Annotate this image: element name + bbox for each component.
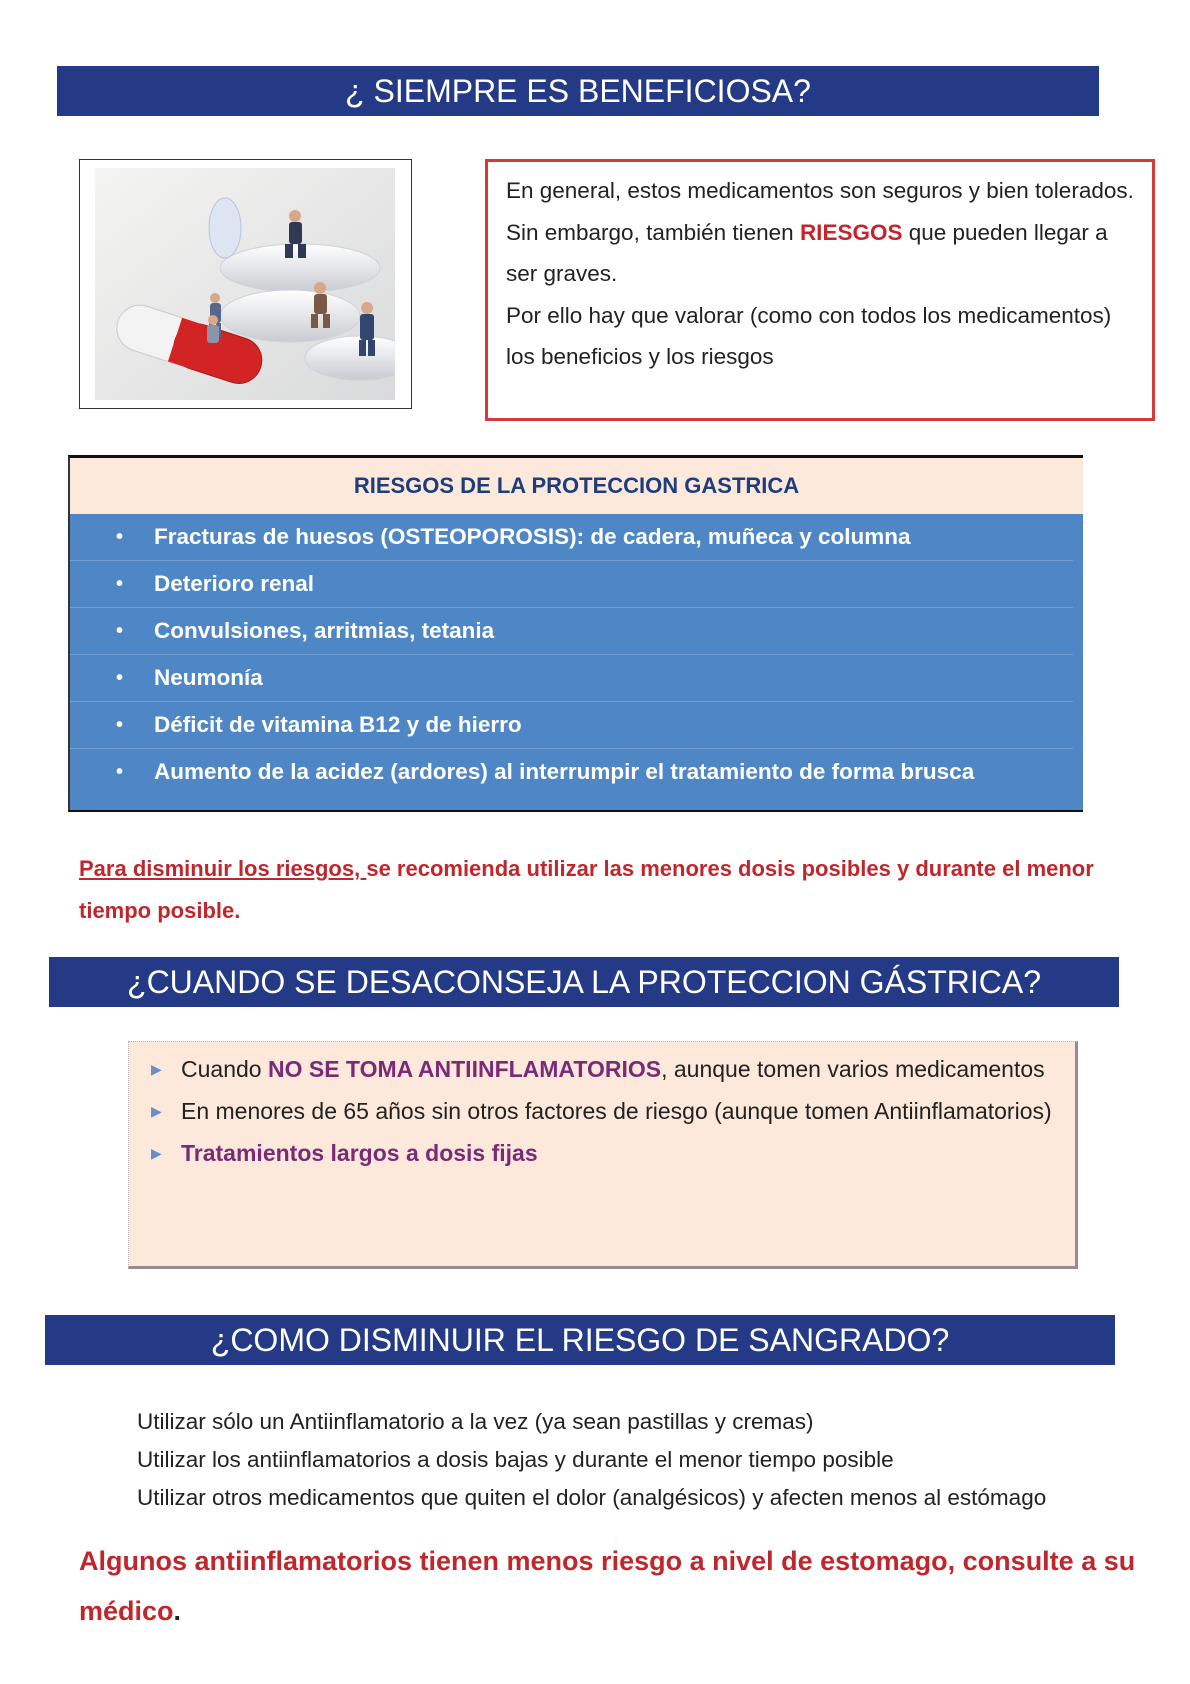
list-item: • Aumento de la acidez (ardores) al interrumpir el tratamiento de forma brusca [70,749,1073,795]
list-item: ▶ En menores de 65 años sin otros factores de riesgo (aunque tomen Antiinflamatorios) [181,1090,1053,1132]
risks-list [70,514,1083,810]
list-item: • Déficit de vitamina B12 y de hierro [70,702,1073,749]
section-title-beneficiosa: ¿ SIEMPRE ES BENEFICIOSA? [57,66,1099,116]
no-antiinflamatorios-highlight: NO SE TOMA ANTIINFLAMATORIOS [267,1056,662,1082]
bullet-icon: • [116,714,124,736]
arrow-bullet-icon: ▶ [151,1103,162,1119]
arrow-bullet-icon: ▶ [151,1061,162,1077]
info-box [485,159,1155,421]
list-item: • Neumonía [70,655,1073,702]
pills-figures-image [95,168,395,400]
reduce-risk-underlined: Para disminuir los riesgos, [79,856,367,881]
list-item: ▶ Tratamientos largos a dosis fijas [181,1132,1053,1174]
bullet-icon: • [116,573,124,595]
section-title-sangrado: ¿COMO DISMINUIR EL RIESGO DE SANGRADO? [45,1315,1115,1365]
info-line-valorar: Por ello hay que valorar (como con todos los medicamentos) los beneficios y los riesgos [506,302,1112,369]
list-item: • Fracturas de huesos (OSTEOPOROSIS): de cadera, muñeca y columna [70,514,1073,561]
bullet-icon: • [116,761,124,783]
desaconseja-box [128,1041,1078,1269]
reduce-risk-note: Para disminuir los riesgos, se recomienda utilizar las menores dosis posibles y durante el menor tiempo posible. [79,856,1094,923]
list-item: ▶ Cuando NO SE TOMA ANTIINFLAMATORIOS, aunque tomen varios medicamentos [181,1048,1053,1090]
arrow-bullet-icon: ▶ [151,1145,162,1161]
info-line-riesgos: Sin embargo, también tienen RIESGOS que pueden llegar a ser graves. [506,219,1108,286]
risks-table-header: RIESGOS DE LA PROTECCION GASTRICA [70,458,1083,514]
bullet-icon: • [116,620,124,642]
list-item: Utilizar los antiinflamatorios a dosis bajas y durante el menor tiempo posible [137,1447,894,1472]
riesgos-highlight: RIESGOS [799,219,903,245]
section-title-desaconseja: ¿CUANDO SE DESACONSEJA LA PROTECCION GÁSTRICA? [49,957,1119,1007]
list-item: • Convulsiones, arritmias, tetania [70,608,1073,655]
list-item: Utilizar sólo un Antiinflamatorio a la vez (ya sean pastillas y cremas) [137,1409,814,1434]
info-line-general: En general, estos medicamentos son seguros y bien tolerados. [506,178,1134,203]
bullet-icon: • [116,667,124,689]
final-advice: Algunos antiinflamatorios tienen menos riesgo a nivel de estomago, consulte a su médico. [79,1546,1136,1626]
pills-photo [79,159,412,409]
bullet-icon: • [116,526,124,548]
sangrado-list [137,1403,1046,1517]
list-item: Utilizar otros medicamentos que quiten el dolor (analgésicos) y afecten menos al estómago [137,1485,1047,1510]
list-item: • Deterioro renal [70,561,1073,608]
risks-table [68,455,1083,812]
